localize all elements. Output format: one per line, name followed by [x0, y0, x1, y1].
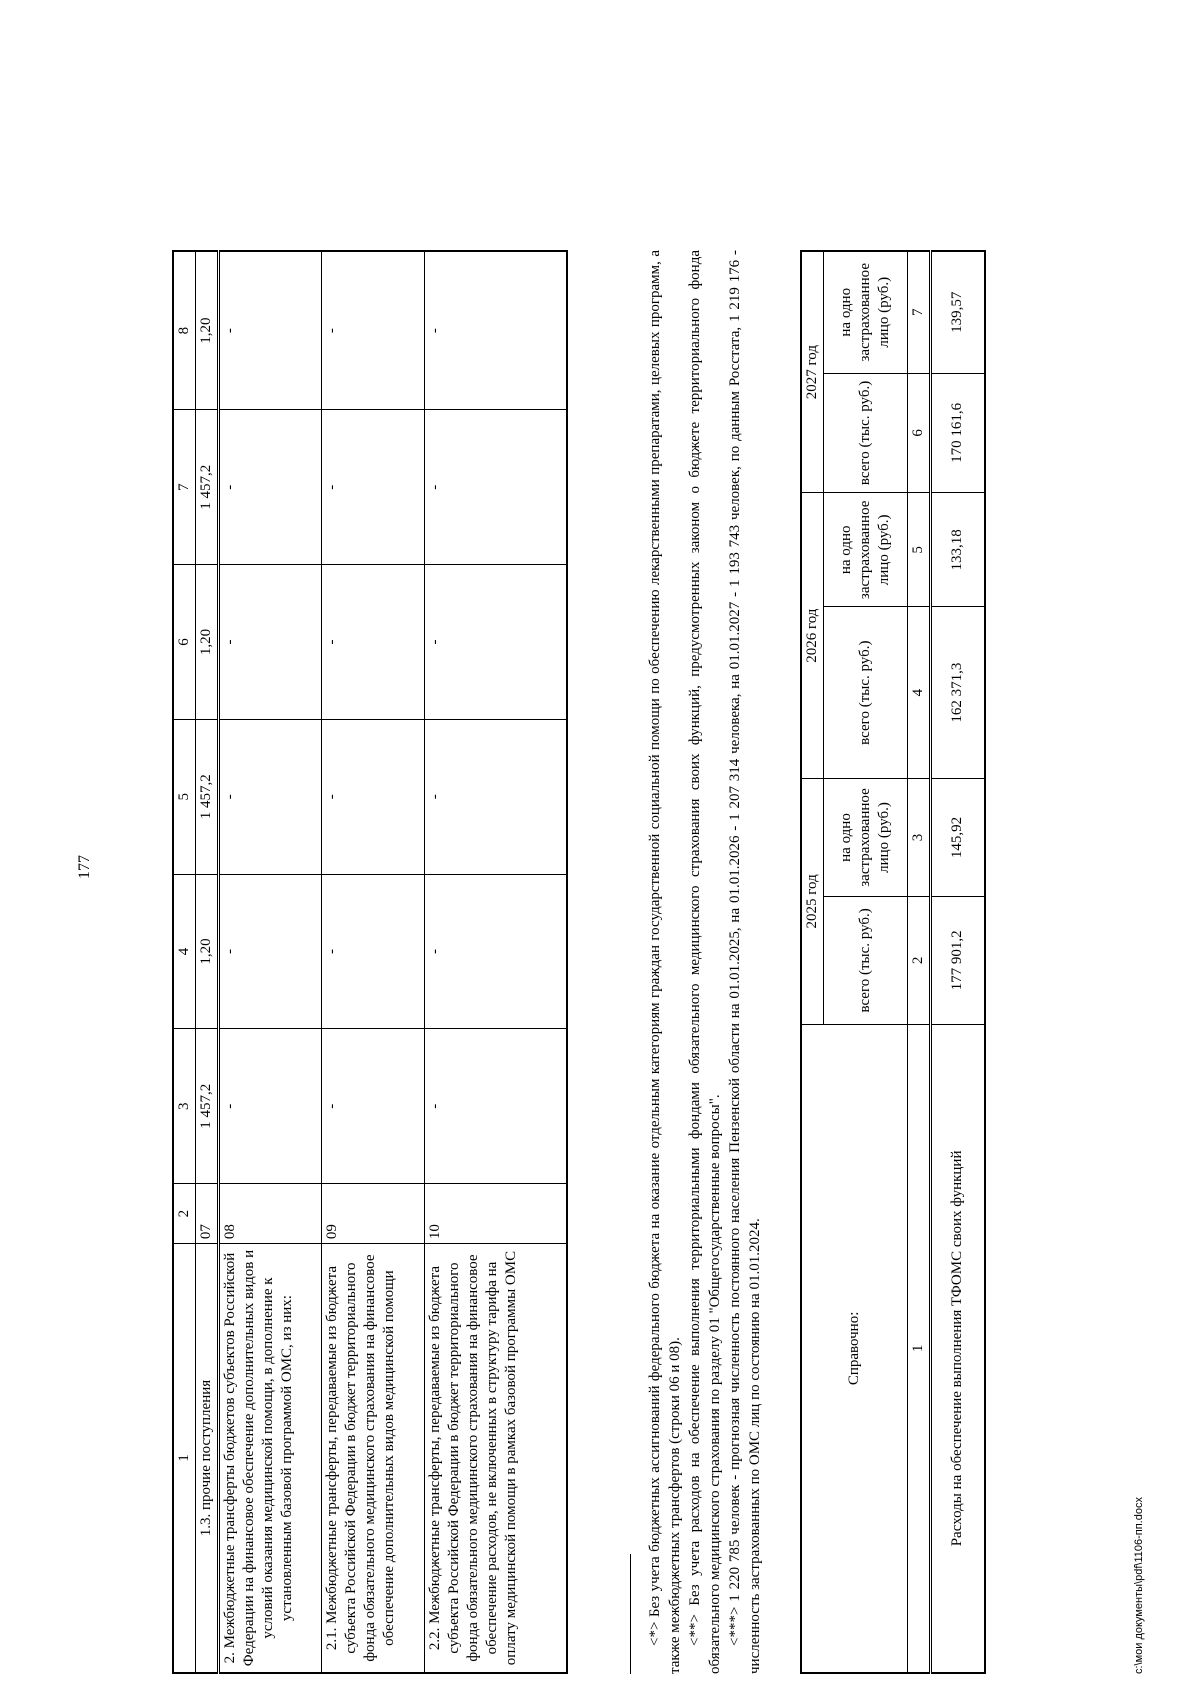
year-header: 2025 год	[801, 779, 824, 1025]
row-value: -	[425, 251, 567, 410]
row-value: -	[219, 874, 322, 1029]
reference-title: Справочно:	[801, 1024, 908, 1673]
row-value: -	[219, 410, 322, 565]
row-name: 2. Межбюджетные трансферты бюджетов субъектов Российской Федерации на финансовое обеспечение дополнительных видов и условий оказания медицинской помощи, в дополнение к установленным базовой программой ОМС, из них:	[219, 1244, 322, 1673]
header-cell: 6	[173, 565, 196, 720]
row-value: 1,20	[196, 874, 219, 1029]
col-total-header: всего (тыс. руб.)	[824, 607, 908, 779]
header-cell: 1	[173, 1244, 196, 1673]
header-cell: 4	[173, 874, 196, 1029]
col-per-person-header: на одно застрахованное лицо (руб.)	[824, 251, 908, 373]
row-value: 177 901,2	[931, 896, 985, 1024]
table-row	[322, 251, 425, 1673]
reference-table	[800, 250, 986, 1674]
table-row	[425, 251, 567, 1673]
header-cell: 8	[173, 251, 196, 410]
row-value: -	[322, 874, 425, 1029]
header-cell: 3	[173, 1029, 196, 1184]
row-name: Расходы на обеспечение выполнения ТФОМС своих функций	[931, 1024, 985, 1673]
year-header: 2026 год	[801, 493, 824, 779]
row-value: 139,57	[931, 251, 985, 373]
table-row	[219, 251, 322, 1673]
footnote-3: <***> 1 220 785 человек - прогнозная численность постоянного населения Пензенской области на 01.01.2025, на 01.01.2026 - 1 207 314 человека, на 01.01.2027 - 1 193 743 человек, по данным Росстата, 1 219 176 - численность застрахованных по ОМС лиц по состоянию на 01.01.2024.	[727, 250, 763, 1674]
row-value: -	[322, 1029, 425, 1184]
main-table	[172, 250, 568, 1674]
row-value: -	[219, 565, 322, 720]
row-value: -	[425, 565, 567, 720]
row-value: -	[425, 874, 567, 1029]
row-name: 1.3. прочие поступления	[196, 1244, 219, 1673]
number-header-row	[908, 251, 931, 1673]
header-cell: 2	[173, 1184, 196, 1244]
row-value: 170 161,6	[931, 373, 985, 493]
page-number: 177	[76, 855, 93, 879]
row-value: -	[425, 1029, 567, 1184]
row-value: 145,92	[931, 779, 985, 897]
col-per-person-header: на одно застрахованное лицо (руб.)	[824, 779, 908, 897]
row-value: -	[425, 719, 567, 874]
row-value: 1 457,2	[196, 410, 219, 565]
row-value: 162 371,3	[931, 607, 985, 779]
row-value: 1,20	[196, 251, 219, 410]
header-cell: 4	[908, 607, 931, 779]
row-value: -	[425, 410, 567, 565]
row-value: 1 457,2	[196, 719, 219, 874]
table-row	[196, 251, 219, 1673]
footnote-2: <**> Без учета расходов на обеспечение выполнения территориальными фондами обязательного медицинского страхования своих функций, предусмотренных законом о бюджете территориального фонда обязательного медицинского страхования по разделу 01 "Общегосударственные вопросы".	[687, 250, 723, 1674]
header-cell: 5	[908, 493, 931, 607]
row-value: -	[322, 565, 425, 720]
col-total-header: всего (тыс. руб.)	[824, 896, 908, 1024]
year-header: 2027 год	[801, 251, 824, 493]
header-cell: 1	[908, 1024, 931, 1673]
table-row	[931, 251, 985, 1673]
file-path: c:\мои документы\pdf\1106-пп.docx	[1133, 1497, 1145, 1674]
row-name: 2.1. Межбюджетные трансферты, передаваемые из бюджета субъекта Российской Федерации в бюджет территориального фонда обязательного медицинского страхования на финансовое обеспечение дополнительных видов медицинской помощи	[322, 1244, 425, 1673]
row-value: -	[322, 719, 425, 874]
row-value: -	[219, 719, 322, 874]
row-code: 08	[219, 1184, 322, 1244]
row-value: 1 457,2	[196, 1029, 219, 1184]
header-cell: 7	[908, 251, 931, 373]
header-cell: 6	[908, 373, 931, 493]
row-value: -	[219, 251, 322, 410]
row-value: -	[322, 251, 425, 410]
row-value: -	[219, 1029, 322, 1184]
header-cell: 2	[908, 896, 931, 1024]
footnotes	[630, 250, 765, 1674]
row-code: 07	[196, 1184, 219, 1244]
footnote-divider	[630, 1554, 631, 1674]
footnote-1: <*> Без учета бюджетных ассигнований федерального бюджета на оказание отдельным категориям граждан государственной социальной помощи по обеспечению лекарственными препаратами, целевых программ, а также межбюджетных трансфертов (строки 06 и 08).	[647, 250, 683, 1674]
col-per-person-header: на одно застрахованное лицо (руб.)	[824, 493, 908, 607]
year-header-row	[801, 251, 824, 1673]
col-total-header: всего (тыс. руб.)	[824, 373, 908, 493]
row-name: 2.2. Межбюджетные трансферты, передаваемые из бюджета субъекта Российской Федерации в бюджет территориального фонда обязательного медицинского страхования на финансовое обеспечение расходов, не включенных в структуру тарифа на оплату медицинской помощи в рамках базовой программы ОМС	[425, 1244, 567, 1673]
row-value: 133,18	[931, 493, 985, 607]
table-header-row	[173, 251, 196, 1673]
header-cell: 3	[908, 779, 931, 897]
row-code: 10	[425, 1184, 567, 1244]
header-cell: 5	[173, 719, 196, 874]
row-value: 1,20	[196, 565, 219, 720]
row-value: -	[322, 410, 425, 565]
row-code: 09	[322, 1184, 425, 1244]
header-cell: 7	[173, 410, 196, 565]
